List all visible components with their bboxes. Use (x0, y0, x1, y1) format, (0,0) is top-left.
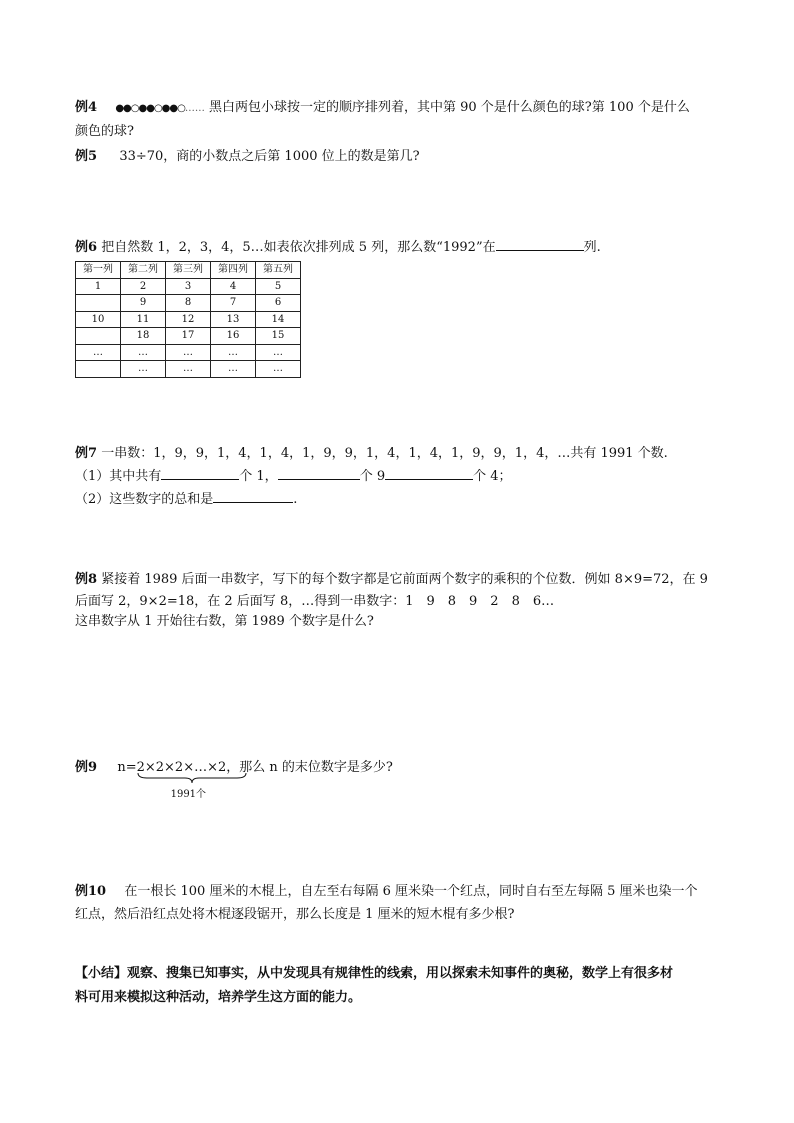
table-cell: … (166, 361, 211, 378)
example-text: 33÷70，商的小数点之后第 1000 位上的数是第几? (119, 149, 420, 164)
answer-blank[interactable] (385, 465, 473, 480)
example-5 (75, 145, 735, 169)
table-cell: 6 (256, 295, 301, 312)
answer-blank[interactable] (161, 465, 239, 480)
summary-line-1 (75, 962, 735, 986)
table-cell: 5 (256, 278, 301, 295)
example-label: 例7 (75, 446, 98, 461)
example-9 (75, 756, 735, 800)
table-cell: 4 (211, 278, 256, 295)
table-cell: … (256, 344, 301, 361)
example-4 (75, 96, 735, 121)
example-text: 红点，然后沿红点处将木棍逐段锯开，那么长度是 1 厘米的短木棍有多少根? (75, 907, 515, 922)
product-expression: 2×2×2×…×2 (136, 760, 227, 775)
example-text: 这串数字从 1 开始往右数，第 1989 个数字是什么? (75, 614, 374, 629)
question-text: 个 1， (239, 469, 278, 484)
table-row (76, 344, 301, 361)
answer-blank[interactable] (213, 488, 293, 503)
ball-sequence: ●●○●●○●●○ (115, 103, 185, 114)
table-cell (76, 361, 121, 378)
table-cell: 12 (166, 311, 211, 328)
ellipsis: …… (184, 103, 205, 114)
table-row (76, 295, 301, 312)
example-label: 例4 (75, 100, 98, 115)
example-10 (75, 880, 735, 904)
table-cell: 9 (121, 295, 166, 312)
example-label: 例6 (75, 240, 98, 255)
example-label: 例5 (75, 149, 98, 164)
example-10-line-2 (75, 903, 735, 927)
summary (75, 962, 735, 1010)
example-8-line-3 (75, 610, 735, 634)
example-7-question-2 (75, 488, 735, 512)
table-cell: 10 (76, 311, 121, 328)
example-7 (75, 442, 735, 466)
table-cell: … (121, 344, 166, 361)
table-cell: 3 (166, 278, 211, 295)
table-row (76, 361, 301, 378)
example-text: 把自然数 1，2，3，4，5…如表依次排列成 5 列，那么数“1992”在 (101, 240, 496, 255)
example-text: 在一根长 100 厘米的木棍上，自左至右每隔 6 厘米染一个红点，同时自右至左每隔 5 厘米也染一个 (124, 884, 698, 899)
example-8 (75, 568, 735, 592)
formula-prefix: n= (117, 760, 137, 775)
table-cell: 1 (76, 278, 121, 295)
table-header-row (76, 262, 301, 279)
question-text: 个 9 (359, 469, 386, 484)
table-header: 第五列 (256, 262, 301, 279)
table-row (76, 311, 301, 328)
table-row (76, 278, 301, 295)
table-cell: 14 (256, 311, 301, 328)
table-cell: 18 (121, 328, 166, 345)
question-text: 个 4； (473, 469, 512, 484)
summary-line-2: 料可用来模拟这种活动，培养学生这方面的能力。 (75, 990, 362, 1005)
table-cell: … (211, 344, 256, 361)
summary-tag: 【小结】 (75, 966, 128, 981)
table-cell: … (166, 344, 211, 361)
table-cell (76, 328, 121, 345)
question-text: （2）这些数字的总和是 (75, 492, 214, 507)
example-text: 颜色的球? (75, 124, 134, 139)
table-cell: 8 (166, 295, 211, 312)
example-label: 例9 (75, 760, 98, 775)
table-row (76, 328, 301, 345)
question-text: . (293, 492, 298, 507)
table-header: 第四列 (211, 262, 256, 279)
question-text: （1）其中共有 (75, 469, 162, 484)
answer-blank[interactable] (278, 465, 360, 480)
table-header: 第二列 (121, 262, 166, 279)
number-table (75, 261, 301, 378)
table-cell: 7 (211, 295, 256, 312)
example-6 (75, 236, 735, 260)
table-cell (76, 295, 121, 312)
example-text: 紧接着 1989 后面一串数字，写下的每个数字都是它前面两个数字的乘积的个位数．例如 8×9=72，在 9 (101, 572, 708, 587)
table-cell: 16 (211, 328, 256, 345)
table-cell: 13 (211, 311, 256, 328)
example-4-continued (75, 120, 735, 144)
example-text: 列. (583, 240, 601, 255)
example-7-question-1 (75, 465, 735, 489)
example-label: 例10 (75, 884, 107, 899)
summary-text: 观察、搜集已知事实，从中发现具有规律性的线索，用以探索未知事件的奥秘，数学上有很多材 (127, 966, 674, 981)
product-with-brace (136, 756, 227, 800)
table-cell: … (256, 361, 301, 378)
table-cell: 11 (121, 311, 166, 328)
answer-blank[interactable] (496, 236, 584, 251)
brace-label: 1991个 (170, 789, 207, 800)
table-cell: … (211, 361, 256, 378)
table-header: 第三列 (166, 262, 211, 279)
example-label: 例8 (75, 572, 98, 587)
example-text: ，那么 n 的末位数字是多少? (226, 760, 393, 775)
table-cell: 15 (256, 328, 301, 345)
example-text: 后面写 2，9×2=18，在 2 后面写 8，…得到一串数字：1 9 8 9 2 8 6… (75, 594, 555, 609)
table-cell: 2 (121, 278, 166, 295)
example-text: 一串数：1，9，9，1，4，1，4，1，9，9，1，4，1，4，1，9，9，1，4，…共有 1991 个数. (101, 446, 668, 461)
table-cell: 17 (166, 328, 211, 345)
example-text: 黑白两包小球按一定的顺序排列着，其中第 90 个是什么颜色的球?第 100 个是什么 (209, 100, 690, 115)
table-cell: … (121, 361, 166, 378)
table-cell: … (76, 344, 121, 361)
table-header: 第一列 (76, 262, 121, 279)
